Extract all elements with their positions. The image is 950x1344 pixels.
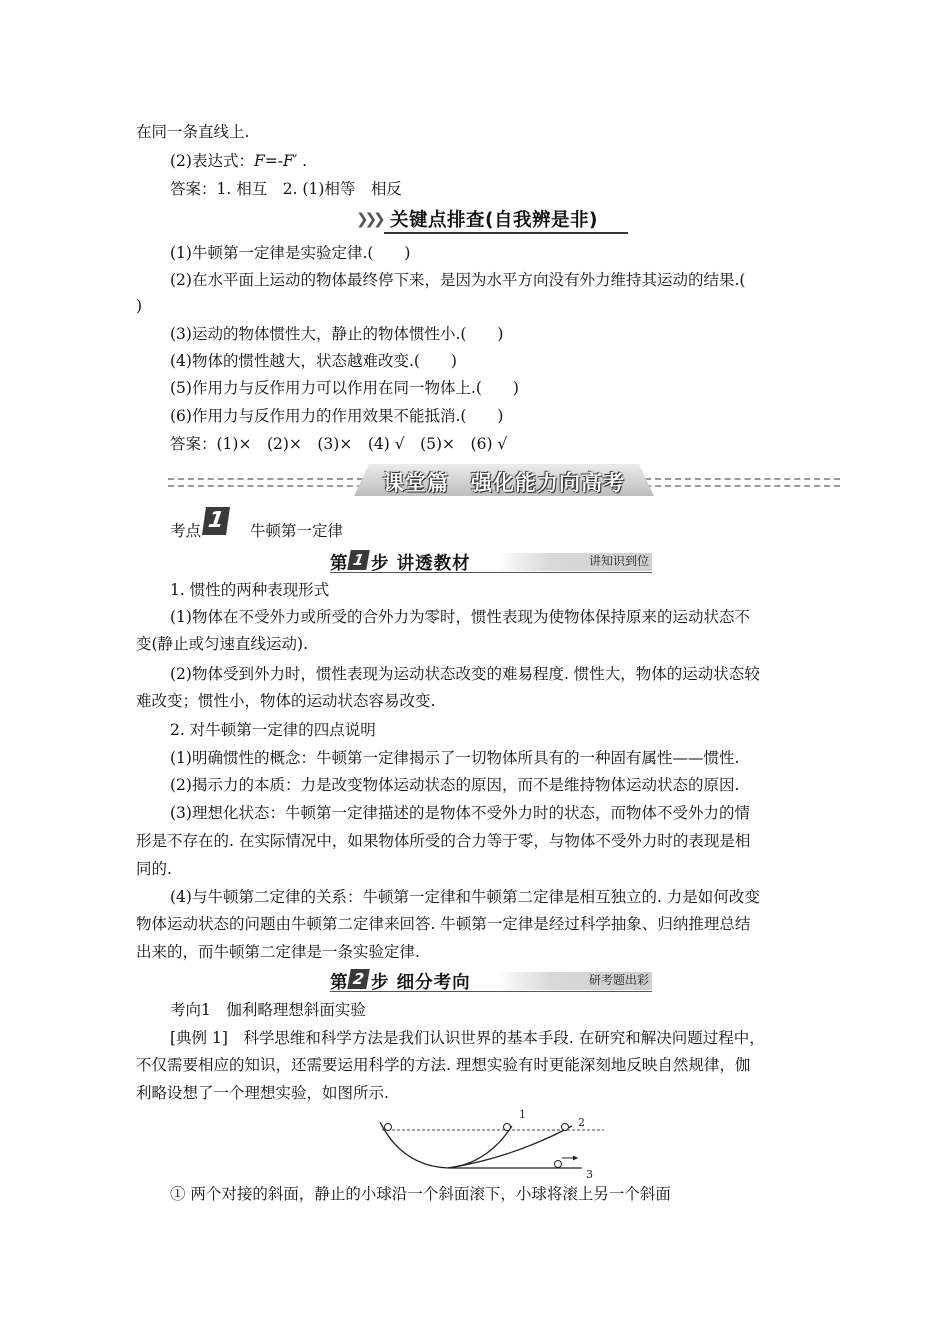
paragraph-line: 物体运动状态的问题由牛顿第二定律来回答. 牛顿第一定律是经过科学抽象、归纳推理总结	[136, 915, 751, 933]
example-line: [典例 1] 科学思维和科学方法是我们认识世界的基本手段. 在研究和解决问题过程中，	[170, 1029, 765, 1047]
paragraph-line: 形是不存在的. 在实际情况中，如果物体所受的合力等于零，与物体不受外力时的表现是相	[136, 832, 751, 850]
paragraph-line: (1)物体在不受外力或所受的合外力为零时，惯性表现为使物体保持原来的运动状态不	[170, 608, 750, 626]
ball-position-1	[504, 1124, 511, 1131]
step-subtitle: 讲知识到位	[588, 554, 649, 568]
incline-curve-2	[448, 1126, 572, 1168]
paragraph-line: 变(静止或匀速直线运动).	[136, 635, 309, 653]
paragraph-line: (4)与牛顿第二定律的关系：牛顿第一定律和牛顿第二定律是相互独立的. 力是如何改变	[170, 888, 760, 906]
figure-label-3: 3	[586, 1168, 593, 1181]
step-subtitle: 研考题出彩	[588, 973, 649, 987]
key-point-item: (4)物体的惯性越大，状态越难改变.( )	[170, 352, 457, 370]
kaodian-label: 考点	[170, 522, 202, 540]
key-points-title: 关键点排查(自我辨是非)	[390, 210, 598, 231]
paragraph-line: (2)揭示力的本质：力是改变物体运动状态的原因，而不是维持物体运动状态的原因.	[170, 776, 740, 794]
paragraph-line: (1)明确惯性的概念：牛顿第一定律揭示了一切物体所具有的一种固有属性——惯性.	[170, 749, 740, 767]
key-point-item: (1)牛顿第一定律是实验定律.( )	[170, 244, 411, 262]
intro-line: 在同一条直线上.	[136, 123, 250, 141]
formula-line	[170, 150, 307, 172]
experiment-step-1: ① 两个对接的斜面，静止的小球沿一个斜面滚下，小球将滚上另一个斜面	[170, 1185, 671, 1203]
paragraph-line: (2)物体受到外力时，惯性表现为运动状态改变的难易程度. 惯性大，物体的运动状态较	[170, 665, 760, 683]
ball-start	[385, 1124, 392, 1131]
paragraph-line: 难改变；惯性小，物体的运动状态容易改变.	[136, 692, 436, 710]
step-underline	[330, 991, 652, 992]
key-point-item: (2)在水平面上运动的物体最终停下来，是因为水平方向没有外力维持其运动的结果.(	[170, 271, 746, 289]
classroom-banner-title: 课堂篇 强化能力向高考	[383, 471, 625, 495]
step-2-header	[330, 968, 652, 992]
formula-suffix: .	[302, 152, 308, 170]
paragraph-line: 同的.	[136, 860, 172, 878]
step-underline	[330, 572, 652, 573]
figure-label-2: 2	[578, 1116, 585, 1129]
key-points-answer: 答案：(1)× (2)× (3)× (4) √ (5)× (6) √	[170, 435, 508, 453]
step-number: 1	[347, 550, 370, 570]
incline-curve-1	[380, 1122, 512, 1168]
step-title: 步 细分考向	[371, 973, 471, 993]
chevrons-icon: ❯❯❯	[356, 210, 382, 228]
figure-label-1: 1	[519, 1108, 526, 1121]
step-1-header	[330, 549, 652, 573]
arrow-head-icon	[573, 1156, 578, 1161]
key-points-banner	[356, 204, 628, 234]
kaodian-number: 1	[202, 507, 230, 535]
paragraph-line: (3)理想化状态：牛顿第一定律描述的是物体不受外力时的状态，而物体不受外力的情	[170, 804, 750, 822]
kaodian-title: 牛顿第一定律	[250, 522, 344, 540]
formula: F=-F′	[253, 152, 298, 170]
example-line: 利略设想了一个理想实验，如图所示.	[136, 1084, 389, 1102]
step-prefix: 第	[330, 973, 348, 993]
banner-underline	[384, 232, 628, 234]
ball-position-2	[562, 1124, 569, 1131]
key-point-item-wrap: )	[136, 297, 143, 315]
key-point-item: (3)运动的物体惯性大，静止的物体惯性小.( )	[170, 325, 504, 343]
step-prefix: 第	[330, 554, 348, 574]
formula-prefix: (2)表达式：	[170, 152, 254, 170]
section-heading: 1. 惯性的两种表现形式	[170, 581, 330, 599]
key-point-item: (5)作用力与反作用力可以作用在同一物体上.( )	[170, 379, 519, 397]
intro-answer: 答案：1. 相互 2. (1)相等 相反	[170, 180, 402, 198]
key-point-item: (6)作用力与反作用力的作用效果不能抵消.( )	[170, 407, 504, 425]
step-title: 步 讲透教材	[371, 554, 471, 574]
section-heading: 2. 对牛顿第一定律的四点说明	[170, 721, 376, 739]
incline-experiment-figure	[372, 1106, 608, 1182]
paragraph-line: 出来的，而牛顿第二定律是一条实验定律.	[136, 943, 420, 961]
ball-position-3	[555, 1161, 562, 1168]
classroom-banner	[168, 463, 840, 499]
step-number: 2	[347, 969, 370, 989]
example-line: 不仅需要相应的知识，还需要运用科学的方法. 理想实验有时更能深刻地反映自然规律，伽	[136, 1056, 751, 1074]
direction-heading: 考向1 伽利略理想斜面实验	[170, 1001, 366, 1019]
